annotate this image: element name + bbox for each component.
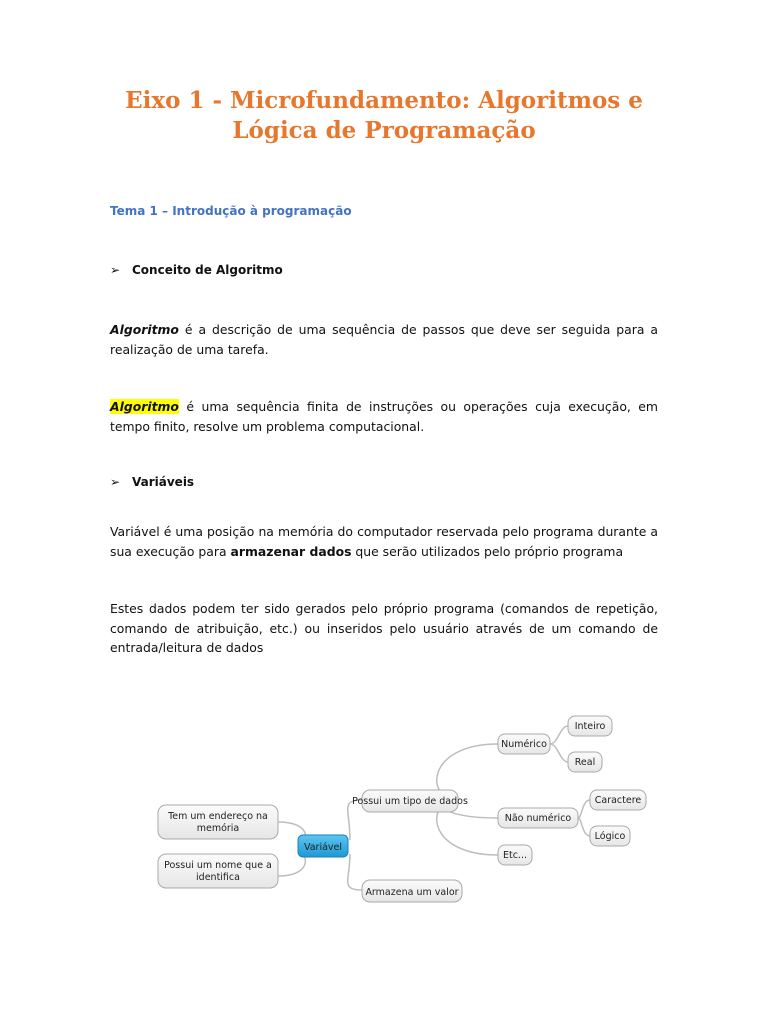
node-center-label: Variável <box>303 842 343 853</box>
node-real-label: Real <box>574 757 596 768</box>
node-endereco-line2: memória <box>196 823 240 834</box>
mindmap-node-center <box>298 835 348 857</box>
paragraph-text: que serão utilizados pelo próprio programa <box>351 543 624 559</box>
document-title <box>110 86 658 146</box>
bold-term: armazenar dados <box>230 543 352 559</box>
term-algoritmo: Algoritmo <box>110 322 179 337</box>
paragraph-text: é a descrição de uma sequência de passos que deve ser seguida para a realização de uma tarefa. <box>110 322 658 357</box>
mindmap-node-inteiro <box>568 716 612 736</box>
node-endereco-line1: Tem um endereço na <box>168 811 268 822</box>
mindmap-node-endereco <box>158 805 278 839</box>
mindmap-node-tipo <box>352 790 468 812</box>
node-etc-label: Etc... <box>502 850 528 861</box>
node-logico-label: Lógico <box>594 831 626 842</box>
mindmap-node-armazena <box>362 880 462 902</box>
paragraph-algoritmo-1 <box>110 320 658 359</box>
section-subtitle: Tema 1 – Introdução à programação <box>110 204 352 218</box>
bullet-heading-variaveis <box>110 475 194 489</box>
mindmap-node-etc <box>498 845 532 865</box>
node-inteiro-label: Inteiro <box>574 721 606 732</box>
node-armazena-label: Armazena um valor <box>365 887 459 898</box>
node-nao-numerico-label: Não numérico <box>504 813 572 824</box>
heading-text: Conceito de Algoritmo <box>132 263 283 277</box>
arrow-bullet-icon: ➢ <box>110 475 121 489</box>
arrow-bullet-icon: ➢ <box>110 263 121 277</box>
paragraph-algoritmo-2 <box>110 397 658 436</box>
node-nome-line1: Possui um nome que a <box>164 860 272 871</box>
title-line-2: Lógica de Programação <box>232 117 536 144</box>
title-line-1: Eixo 1 - Microfundamento: Algoritmos e <box>125 87 643 114</box>
node-caractere-label: Caractere <box>594 795 642 806</box>
term-algoritmo-highlighted: Algoritmo <box>110 399 179 414</box>
variable-mindmap <box>150 700 650 915</box>
mindmap-node-nao-numerico <box>498 808 578 828</box>
bullet-heading-algoritmo <box>110 263 283 277</box>
mindmap-node-logico <box>590 826 630 846</box>
node-numerico-label: Numérico <box>501 739 547 750</box>
paragraph-text: Variável é uma posição na memória do computador reservada pelo programa durante a sua execução para <box>110 524 658 559</box>
node-tipo-label: Possui um tipo de dados <box>352 796 468 807</box>
paragraph-variaveis-2: Estes dados podem ter sido gerados pelo próprio programa (comandos de repetição, comando de atribuição, etc.) ou inseridos pelo usuário através de um comando de entrada/leitura de dados <box>110 601 658 655</box>
heading-text: Variáveis <box>132 475 195 489</box>
node-nome-line2: identifica <box>196 872 240 883</box>
mindmap-node-caractere <box>590 790 646 810</box>
mindmap-node-real <box>568 752 602 772</box>
mindmap-node-numerico <box>498 734 550 754</box>
paragraph-text: é uma sequência finita de instruções ou operações cuja execução, em tempo finito, resolve um problema computacional. <box>110 399 658 434</box>
mindmap-node-nome <box>158 854 278 888</box>
paragraph-variaveis-1 <box>110 522 658 561</box>
